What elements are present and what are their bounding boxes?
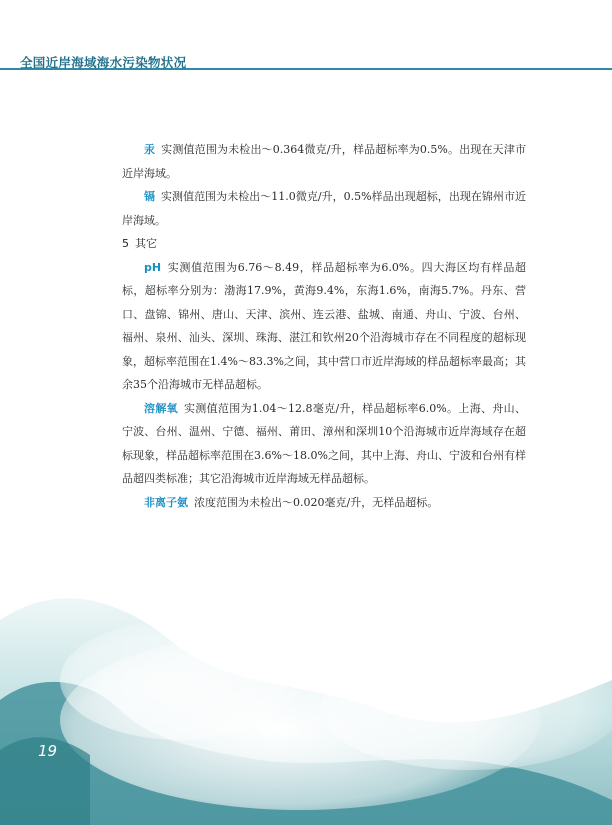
header-title: 全国近岸海域海水污染物状况 xyxy=(20,55,187,70)
term-label: pH xyxy=(144,260,162,274)
paragraph-text: 实测值范围为未检出～11.0微克/升，0.5%样品出现超标，出现在锦州市近岸海域。 xyxy=(122,190,526,227)
page-number: 19 xyxy=(38,742,58,760)
section-heading xyxy=(122,232,526,256)
paragraph-mercury xyxy=(122,138,526,185)
term-label: 非离子氨 xyxy=(144,495,188,509)
term-label: 汞 xyxy=(144,143,156,156)
document-body xyxy=(122,138,526,514)
paragraph-ph xyxy=(122,256,526,397)
paragraph-text: 实测值范围为6.76～8.49，样品超标率为6.0%。四大海区均有样品超标，超标率分别为：渤海17.9%，黄海9.4%，东海1.6%，南海5.7%。丹东、营口、盘锦、锦州、唐山、天津、滨州、连云港、盐城、南通、舟山、宁波、台州、福州、泉州、汕头、深圳、珠海、湛江和钦州20个沿海城市存在不同程度的超标现象，超标率范围在1.4%～83.3%之间，其中营口市近岸海域的样品超标率最高；其余35个沿海城市无样品超标。 xyxy=(122,260,526,391)
page-header xyxy=(0,0,612,70)
paragraph-cadmium xyxy=(122,185,526,232)
paragraph-dissolved-oxygen xyxy=(122,397,526,491)
wave-illustration xyxy=(0,560,612,825)
term-label: 镉 xyxy=(144,190,156,203)
paragraph-text: 实测值范围为1.04～12.8毫克/升，样品超标率6.0%。上海、舟山、宁波、台州、温州、宁德、福州、莆田、漳州和深圳10个沿海城市近岸海域存在超标现象，样品超标率范围在3.6%～18.0%之间，其中上海、舟山、宁波和台州有样品超四类标准；其它沿海城市近岸海域无样品超标。 xyxy=(122,401,526,485)
section-number: 5 xyxy=(122,237,129,250)
section-title: 其它 xyxy=(135,237,157,250)
term-label: 溶解氧 xyxy=(144,401,178,415)
paragraph-text: 实测值范围为未检出～0.364微克/升，样品超标率为0.5%。出现在天津市近岸海域。 xyxy=(122,143,527,180)
paragraph-unionized-ammonia xyxy=(122,491,526,515)
paragraph-text: 浓度范围为未检出～0.020毫克/升，无样品超标。 xyxy=(194,495,439,509)
